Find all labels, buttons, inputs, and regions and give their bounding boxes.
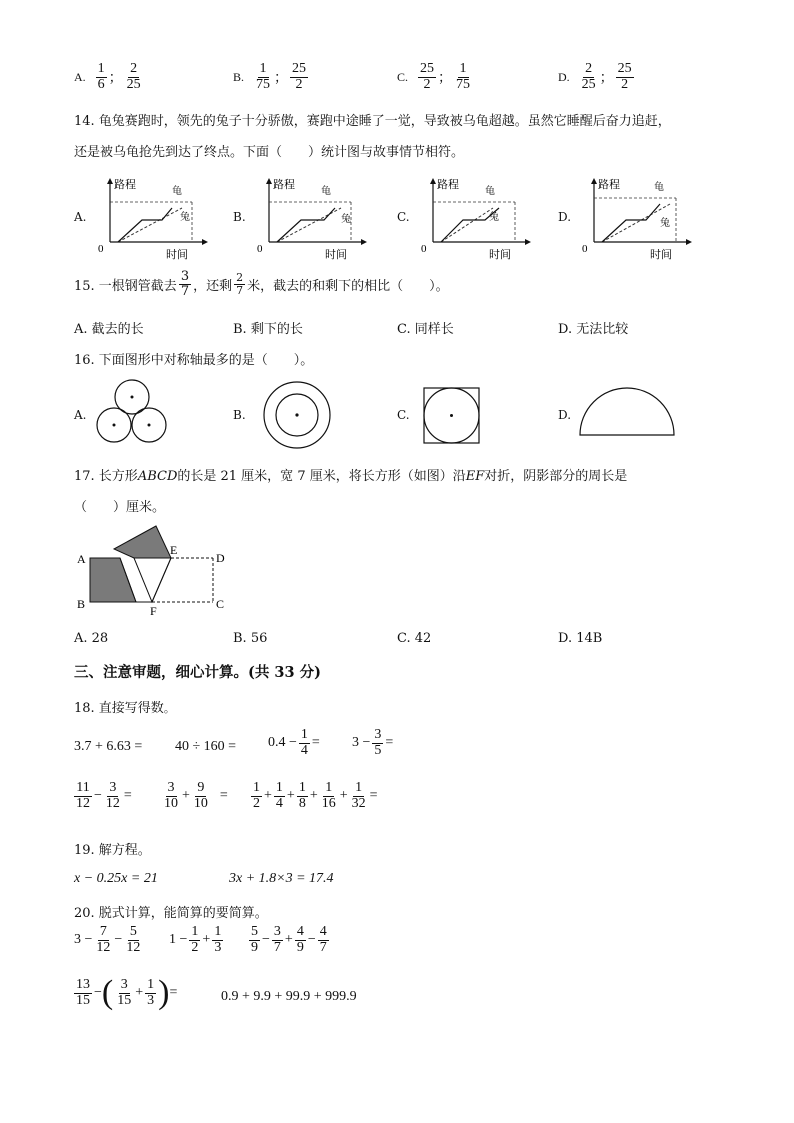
option-letter: D.: [558, 69, 570, 84]
svg-text:时间: 时间: [325, 249, 347, 261]
q14-graph-b: [255, 176, 375, 262]
fraction: $\frac{1}{4}$: [275, 780, 283, 811]
q15-mid: ，还剩: [193, 278, 233, 294]
separator: ；: [108, 71, 123, 87]
q13-option-d: [558, 62, 636, 92]
operator: +: [309, 788, 318, 804]
q17-label-a: A: [77, 552, 86, 566]
q17-option-a: A. 28: [74, 631, 109, 646]
q16-figure-b-concentric-circles: [262, 381, 332, 449]
q17-label-e: E: [170, 543, 178, 557]
q15-frac1: $\frac{3}{7}$: [180, 269, 190, 299]
operator: −: [262, 932, 270, 948]
svg-text:龟: 龟: [654, 182, 664, 193]
q14-option-c-letter: C.: [397, 210, 410, 224]
fraction: $\frac{4}{9}$: [296, 924, 304, 955]
q17-label-c: C: [216, 597, 225, 611]
option-letter: B.: [233, 69, 245, 84]
operator: −: [307, 932, 316, 948]
fraction: $\frac{1}{16}$: [321, 780, 336, 811]
q14-graph-a: [96, 176, 216, 262]
operator: +: [284, 932, 293, 948]
fraction: $\frac{1}{2}$: [253, 780, 260, 811]
separator: ；: [274, 71, 289, 87]
q20-expr-3: [247, 925, 331, 955]
q17-stem: 17. 长方形ABCD的长是 21 厘米，宽 7 厘米，将长方形（如图）沿EF对折，阴影部分的周长是: [74, 469, 628, 484]
separator: ；: [438, 71, 453, 87]
fraction: $\frac{3}{7}$: [273, 924, 281, 955]
q18-expr-7: [249, 781, 378, 811]
operator: +: [286, 788, 295, 804]
q18-expr-2: 40 ÷ 160 =: [175, 739, 237, 754]
fraction: $\frac{1}{75}$: [256, 61, 271, 92]
svg-text:路程: 路程: [273, 179, 295, 191]
q14-line1: 14. 龟兔赛跑时，领先的兔子十分骄傲，赛跑中途睡了一觉，导致被乌龟超越。虽然它睡醒后奋力追赶，: [74, 114, 671, 129]
q16-figure-c-circle-in-square: [423, 387, 481, 445]
q15-option-b: B. 剩下的长: [233, 322, 303, 337]
option-letter: C.: [397, 69, 409, 84]
q16-option-b-letter: B.: [233, 408, 246, 422]
q20-expr-5: 0.9 + 9.9 + 99.9 + 999.9: [221, 989, 357, 1004]
q16-figure-a-three-circles: [94, 379, 170, 445]
svg-text:0: 0: [582, 243, 588, 255]
svg-text:0: 0: [257, 243, 263, 255]
q18-expr-6: $\frac{3}{10}$ + $\frac{9}{10}$ =: [164, 780, 228, 811]
q15-option-c: C. 同样长: [397, 322, 454, 337]
q19-equation-1: x − 0.25x = 21: [74, 871, 158, 886]
fraction: $\frac{4}{7}$: [319, 924, 327, 955]
q16-option-c-letter: C.: [397, 408, 410, 422]
q17-stem-line2: （ ）厘米。: [74, 500, 166, 515]
q13-option-b: [233, 62, 310, 92]
q17-label-b: B: [77, 597, 86, 611]
section-3-heading: 三、注意审题，细心计算。(共 33 分): [74, 664, 321, 681]
q14-option-d-letter: D.: [558, 210, 572, 224]
fraction: $\frac{1}{32}$: [351, 780, 366, 811]
fraction: $\frac{1}{75}$: [456, 61, 471, 92]
q14-graph-c: [419, 176, 539, 262]
q17-option-d: D. 14B: [558, 631, 603, 646]
q20-expr-2: 1 − $\frac{1}{2}$ + $\frac{1}{3}$: [169, 924, 222, 955]
option-letter: A.: [74, 69, 86, 84]
q15-post: 米，截去的和剩下的相比（ ）。: [247, 278, 449, 294]
q17-option-c: C. 42: [397, 631, 432, 646]
svg-text:时间: 时间: [166, 249, 188, 261]
q16-option-a-letter: A.: [74, 408, 87, 422]
q17-label-d: D: [216, 551, 225, 565]
fraction: $\frac{5}{9}$: [251, 924, 258, 955]
q13-option-a: [74, 62, 145, 92]
q18-expr-5: $\frac{11}{12}$ − $\frac{3}{12}$ =: [76, 780, 132, 811]
svg-text:兔: 兔: [489, 212, 499, 223]
q18-expr-4: 3 − $\frac{3}{5}$ =: [352, 727, 394, 758]
fraction: $\frac{25}{2}$: [292, 61, 307, 92]
q20-title: 20. 脱式计算，能简算的要简算。: [74, 906, 268, 921]
svg-text:龟: 龟: [321, 186, 331, 197]
q19-title: 19. 解方程。: [74, 843, 151, 858]
q13-option-c: [397, 62, 474, 92]
svg-text:龟: 龟: [172, 186, 182, 197]
q15-frac2: $\frac{2}{7}$: [236, 271, 244, 297]
q18-expr-3: 0.4 − $\frac{1}{4}$ =: [268, 727, 320, 758]
svg-text:兔: 兔: [341, 214, 351, 225]
svg-text:0: 0: [98, 243, 104, 255]
q15-stem: [74, 270, 449, 298]
q17-label-f: F: [150, 604, 157, 618]
q14-line2: 还是被乌龟抢先到达了终点。下面（ ）统计图与故事情节相符。: [74, 145, 465, 160]
q16-figure-d-semicircle: [578, 386, 676, 438]
equals: =: [369, 788, 378, 804]
q20-expr-4: $\frac{13}{15}$ − ( $\frac{3}{15}$ + $\frac{1}{3}$ ) =: [76, 974, 178, 1011]
separator: ；: [599, 71, 614, 87]
q14-graph-d: [580, 176, 700, 262]
svg-text:路程: 路程: [437, 179, 459, 191]
q16-stem: 16. 下面图形中对称轴最多的是（ ）。: [74, 353, 314, 368]
svg-text:兔: 兔: [180, 212, 190, 223]
q15-option-a: A. 截去的长: [74, 322, 144, 337]
svg-text:兔: 兔: [660, 218, 670, 229]
q14-option-a-letter: A.: [74, 210, 87, 224]
q20-expr-1: 3 − $\frac{7}{12}$ − $\frac{5}{12}$: [74, 924, 141, 955]
operator: +: [264, 788, 272, 804]
q14-option-b-letter: B.: [233, 210, 246, 224]
svg-text:时间: 时间: [650, 249, 672, 261]
fraction: $\frac{2}{25}$: [581, 61, 596, 92]
fraction: $\frac{25}{2}$: [617, 61, 632, 92]
q16-option-d-letter: D.: [558, 408, 572, 422]
q18-expr-1: 3.7 + 6.63 =: [74, 739, 143, 754]
fraction: $\frac{2}{25}$: [126, 61, 141, 92]
q17-option-b: B. 56: [233, 631, 268, 646]
svg-text:路程: 路程: [114, 179, 136, 191]
svg-text:龟: 龟: [485, 186, 495, 197]
svg-text:路程: 路程: [598, 179, 620, 191]
operator: +: [339, 788, 348, 804]
q19-equation-2: 3x + 1.8×3 = 17.4: [229, 871, 334, 886]
fraction: $\frac{1}{8}$: [298, 780, 306, 811]
fraction: $\frac{25}{2}$: [420, 61, 435, 92]
q15-pre: 15. 一根钢管截去: [74, 278, 177, 294]
svg-text:时间: 时间: [489, 249, 511, 261]
q15-option-d: D. 无法比较: [558, 322, 629, 337]
q17-folded-rectangle-diagram: [72, 522, 232, 622]
q18-title: 18. 直接写得数。: [74, 701, 175, 716]
fraction: $\frac{1}{6}$: [97, 61, 105, 92]
svg-text:0: 0: [421, 243, 427, 255]
